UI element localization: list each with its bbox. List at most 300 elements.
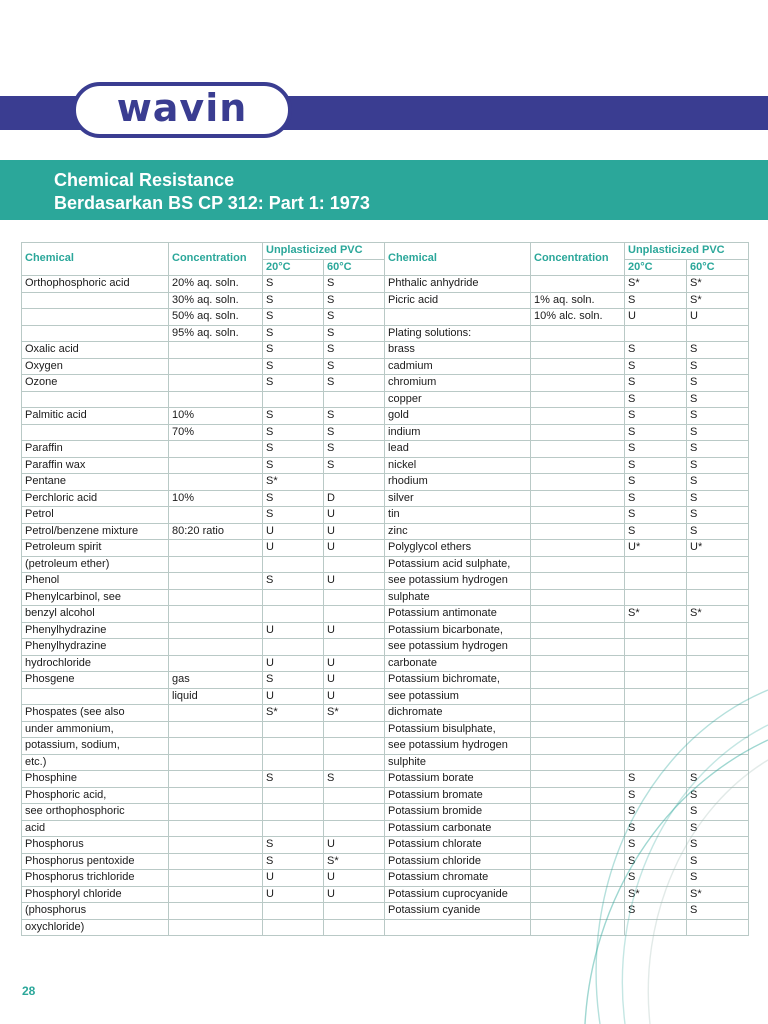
table-cell: S (263, 837, 324, 854)
table-cell (169, 589, 263, 606)
table-cell: U (263, 622, 324, 639)
table-row (22, 820, 749, 837)
table-cell (263, 639, 324, 656)
table-cell: U* (625, 540, 687, 557)
table-row (22, 919, 749, 936)
table-cell (531, 655, 625, 672)
table-cell (169, 457, 263, 474)
table-cell: S (263, 276, 324, 293)
table-cell: S (263, 672, 324, 689)
table-cell: 95% aq. soln. (169, 325, 263, 342)
table-cell (169, 919, 263, 936)
table-cell: S (263, 342, 324, 359)
table-cell: Petrol/benzene mixture (22, 523, 169, 540)
table-cell (324, 391, 385, 408)
header-concentration: Concentration (169, 243, 263, 276)
table-cell (169, 606, 263, 623)
table-cell: Potassium borate (385, 771, 531, 788)
table-cell (531, 606, 625, 623)
table-cell (263, 804, 324, 821)
table-cell (385, 919, 531, 936)
table-cell (263, 903, 324, 920)
table-cell: 80:20 ratio (169, 523, 263, 540)
table-cell (687, 556, 749, 573)
table-cell (169, 903, 263, 920)
table-cell (531, 754, 625, 771)
table-cell: S (625, 870, 687, 887)
table-cell: D (324, 490, 385, 507)
table-cell: Phosphorus (22, 837, 169, 854)
table-cell: carbonate (385, 655, 531, 672)
table-cell: Palmitic acid (22, 408, 169, 425)
table-row (22, 391, 749, 408)
table-cell: S (324, 342, 385, 359)
table-cell (169, 787, 263, 804)
table-cell: S (324, 358, 385, 375)
table-row (22, 507, 749, 524)
table-cell: S (625, 292, 687, 309)
table-cell: Potassium chloride (385, 853, 531, 870)
table-cell: U (263, 870, 324, 887)
table-cell: Potassium acid sulphate, (385, 556, 531, 573)
table-cell: U (324, 540, 385, 557)
table-cell (169, 837, 263, 854)
table-cell (531, 589, 625, 606)
table-cell: S (625, 474, 687, 491)
table-cell: S* (687, 292, 749, 309)
table-cell: see potassium hydrogen (385, 639, 531, 656)
table-cell: (petroleum ether) (22, 556, 169, 573)
table-cell: brass (385, 342, 531, 359)
table-cell (324, 903, 385, 920)
table-cell: Potassium bisulphate, (385, 721, 531, 738)
table-cell: S (687, 787, 749, 804)
header-60c: 60°C (687, 259, 749, 276)
table-cell: sulphite (385, 754, 531, 771)
header-20c: 20°C (625, 259, 687, 276)
table-cell (531, 622, 625, 639)
table-cell (324, 556, 385, 573)
table-cell: S (324, 408, 385, 425)
table-cell (22, 424, 169, 441)
table-cell: S* (324, 705, 385, 722)
table-body (22, 276, 749, 936)
table-cell: S (625, 507, 687, 524)
table-cell: S (625, 820, 687, 837)
table-cell: S (625, 490, 687, 507)
table-cell: liquid (169, 688, 263, 705)
table-cell: U (324, 622, 385, 639)
table-cell (625, 556, 687, 573)
table-cell: Picric acid (385, 292, 531, 309)
table-cell (263, 754, 324, 771)
table-cell: tin (385, 507, 531, 524)
table-cell: S* (687, 276, 749, 293)
table-cell: S (687, 804, 749, 821)
table-cell (531, 540, 625, 557)
table-cell (169, 754, 263, 771)
page-title: Chemical Resistance (54, 170, 235, 190)
table-cell (531, 573, 625, 590)
table-cell: S (263, 358, 324, 375)
table-cell: zinc (385, 523, 531, 540)
table-cell (169, 391, 263, 408)
table-cell (687, 919, 749, 936)
table-cell (531, 903, 625, 920)
table-cell: S (263, 853, 324, 870)
table-row (22, 342, 749, 359)
table-cell: sulphate (385, 589, 531, 606)
table-cell (531, 391, 625, 408)
table-cell: S (687, 375, 749, 392)
table-row (22, 573, 749, 590)
table-cell: U (263, 688, 324, 705)
table-cell (263, 919, 324, 936)
table-row (22, 490, 749, 507)
table-cell (324, 820, 385, 837)
table-cell: Petroleum spirit (22, 540, 169, 557)
table-cell: S (625, 771, 687, 788)
table-cell (169, 820, 263, 837)
table-cell: S (263, 441, 324, 458)
table-cell: S (687, 771, 749, 788)
table-cell: Phosgene (22, 672, 169, 689)
table-row (22, 655, 749, 672)
table-cell: Potassium bicarbonate, (385, 622, 531, 639)
table-cell (169, 886, 263, 903)
table-cell (324, 606, 385, 623)
table-row (22, 886, 749, 903)
table-row (22, 424, 749, 441)
table-cell (169, 342, 263, 359)
table-cell: S (263, 325, 324, 342)
table-cell: U (263, 655, 324, 672)
table-cell (687, 754, 749, 771)
table-cell (531, 804, 625, 821)
table-cell: U* (687, 540, 749, 557)
table-cell (169, 705, 263, 722)
table-cell: U (324, 655, 385, 672)
table-row (22, 853, 749, 870)
table-cell (531, 853, 625, 870)
table-cell: Ozone (22, 375, 169, 392)
table-cell: Potassium carbonate (385, 820, 531, 837)
table-cell: S (687, 490, 749, 507)
table-cell: 20% aq. soln. (169, 276, 263, 293)
table-cell: Potassium bromide (385, 804, 531, 821)
table-cell (625, 589, 687, 606)
table-cell: S (263, 573, 324, 590)
table-cell (687, 325, 749, 342)
table-cell: indium (385, 424, 531, 441)
table-cell (169, 639, 263, 656)
table-cell: Perchloric acid (22, 490, 169, 507)
table-cell (625, 655, 687, 672)
table-cell: S (625, 358, 687, 375)
table-cell (324, 804, 385, 821)
table-cell: S (324, 309, 385, 326)
table-cell: Phthalic anhydride (385, 276, 531, 293)
table-row (22, 787, 749, 804)
table-cell (625, 705, 687, 722)
table-row (22, 688, 749, 705)
table-cell: S (324, 771, 385, 788)
table-cell (625, 672, 687, 689)
table-cell: S (263, 309, 324, 326)
table-row (22, 358, 749, 375)
table-cell (531, 919, 625, 936)
table-cell: U (324, 886, 385, 903)
table-cell (531, 837, 625, 854)
table-cell (531, 820, 625, 837)
table-cell (625, 639, 687, 656)
table-cell: S (324, 441, 385, 458)
table-cell: Plating solutions: (385, 325, 531, 342)
header-unplasticized-pvc: Unplasticized PVC (263, 243, 385, 260)
table-cell: S (625, 787, 687, 804)
table-cell (687, 705, 749, 722)
table-cell (531, 276, 625, 293)
table-cell: cadmium (385, 358, 531, 375)
table-cell: S (625, 523, 687, 540)
table-cell (625, 754, 687, 771)
table-cell: Petrol (22, 507, 169, 524)
table-cell: S (263, 292, 324, 309)
table-cell: 30% aq. soln. (169, 292, 263, 309)
table-cell: S (687, 507, 749, 524)
table-cell: Potassium antimonate (385, 606, 531, 623)
table-cell: S* (687, 606, 749, 623)
header-chemical: Chemical (385, 243, 531, 276)
table-cell (263, 820, 324, 837)
table-cell: S (687, 441, 749, 458)
table-cell: S (625, 408, 687, 425)
table-cell: S (263, 424, 324, 441)
table-cell: U (324, 573, 385, 590)
table-row (22, 606, 749, 623)
table-cell: S (263, 457, 324, 474)
table-cell: S (687, 870, 749, 887)
table-cell (531, 375, 625, 392)
table-cell (22, 391, 169, 408)
table-row (22, 738, 749, 755)
table-cell: S (687, 424, 749, 441)
table-cell (531, 721, 625, 738)
table-cell: S* (625, 606, 687, 623)
table-cell: Polyglycol ethers (385, 540, 531, 557)
table-cell: S (687, 820, 749, 837)
table-cell (263, 589, 324, 606)
table-cell (531, 771, 625, 788)
table-cell: S (625, 853, 687, 870)
table-cell: S (324, 292, 385, 309)
table-cell (169, 622, 263, 639)
table-cell (625, 622, 687, 639)
table-cell: S (324, 457, 385, 474)
table-cell (531, 441, 625, 458)
table-cell: Pentane (22, 474, 169, 491)
table-cell: S (625, 837, 687, 854)
table-cell (625, 325, 687, 342)
table-cell: S (687, 474, 749, 491)
table-cell: Phenol (22, 573, 169, 590)
table-cell: S (687, 457, 749, 474)
table-cell (22, 325, 169, 342)
table-cell (625, 688, 687, 705)
table-cell (531, 474, 625, 491)
logo-text: wavin (116, 86, 248, 130)
table-cell (531, 738, 625, 755)
table-cell (169, 870, 263, 887)
table-cell: U (324, 672, 385, 689)
table-row (22, 903, 749, 920)
table-cell: S (625, 457, 687, 474)
table-cell (687, 655, 749, 672)
table-cell: Phosphoric acid, (22, 787, 169, 804)
table-cell: S (687, 342, 749, 359)
table-cell: S (263, 375, 324, 392)
table-row (22, 837, 749, 854)
table-cell (531, 490, 625, 507)
table-row (22, 276, 749, 293)
table-cell: S (687, 837, 749, 854)
table-cell (625, 721, 687, 738)
table-cell: Paraffin (22, 441, 169, 458)
table-cell: S (263, 507, 324, 524)
table-cell (687, 688, 749, 705)
table-row (22, 325, 749, 342)
table-row (22, 375, 749, 392)
table-cell: S (263, 490, 324, 507)
table-cell: Paraffin wax (22, 457, 169, 474)
table-cell (324, 639, 385, 656)
table-cell (625, 738, 687, 755)
table-cell (687, 721, 749, 738)
table-cell: S (625, 903, 687, 920)
table-cell: S (687, 903, 749, 920)
table-cell: Potassium chromate (385, 870, 531, 887)
table-cell: hydrochloride (22, 655, 169, 672)
table-cell (169, 655, 263, 672)
table-cell: S (625, 391, 687, 408)
table-cell (531, 886, 625, 903)
table-row (22, 408, 749, 425)
table-row (22, 771, 749, 788)
table-cell: (phosphorus (22, 903, 169, 920)
table-cell: S (263, 771, 324, 788)
table-row (22, 292, 749, 309)
table-row (22, 523, 749, 540)
table-cell (531, 342, 625, 359)
table-cell: S (625, 441, 687, 458)
table-cell: Potassium bromate (385, 787, 531, 804)
table-cell (169, 375, 263, 392)
table-cell (263, 721, 324, 738)
table-cell: U (263, 540, 324, 557)
table-cell (169, 804, 263, 821)
table-cell: S (263, 408, 324, 425)
table-cell (531, 424, 625, 441)
table-cell: Orthophosphoric acid (22, 276, 169, 293)
table-row (22, 804, 749, 821)
table-cell: nickel (385, 457, 531, 474)
table-cell: Oxygen (22, 358, 169, 375)
table-cell: S (625, 424, 687, 441)
table-cell: U (324, 507, 385, 524)
table-row (22, 754, 749, 771)
table-row (22, 705, 749, 722)
table-cell: 10% alc. soln. (531, 309, 625, 326)
table-cell: S (687, 358, 749, 375)
header-chemical: Chemical (22, 243, 169, 276)
wavin-logo (72, 82, 292, 138)
table-cell: Phosphoryl chloride (22, 886, 169, 903)
table-cell: see potassium hydrogen (385, 738, 531, 755)
table-row (22, 589, 749, 606)
table-cell: U (625, 309, 687, 326)
table-cell (625, 919, 687, 936)
table-cell (687, 639, 749, 656)
table-cell: S (324, 424, 385, 441)
table-cell: see orthophosphoric (22, 804, 169, 821)
table-row (22, 639, 749, 656)
table-row (22, 622, 749, 639)
table-cell (263, 787, 324, 804)
table-cell: S* (625, 276, 687, 293)
table-cell (324, 787, 385, 804)
table-cell: Phospates (see also (22, 705, 169, 722)
table-cell: oxychloride) (22, 919, 169, 936)
table-cell (169, 441, 263, 458)
table-cell: Potassium bichromate, (385, 672, 531, 689)
table-cell: Phenylcarbinol, see (22, 589, 169, 606)
table-cell: U (263, 886, 324, 903)
table-cell: acid (22, 820, 169, 837)
table-cell: S (687, 391, 749, 408)
table-cell: see potassium (385, 688, 531, 705)
table-cell (531, 688, 625, 705)
table-cell (324, 589, 385, 606)
table-cell: S (324, 375, 385, 392)
table-cell (169, 738, 263, 755)
table-cell: chromium (385, 375, 531, 392)
table-cell (263, 556, 324, 573)
table-cell: 10% (169, 408, 263, 425)
table-cell: benzyl alcohol (22, 606, 169, 623)
table-cell (687, 589, 749, 606)
table-cell (531, 523, 625, 540)
table-cell: U (324, 870, 385, 887)
table-cell (324, 919, 385, 936)
table-cell: S (687, 408, 749, 425)
table-cell: S (625, 375, 687, 392)
table-cell: dichromate (385, 705, 531, 722)
table-cell (531, 457, 625, 474)
table-cell (324, 721, 385, 738)
table-row (22, 672, 749, 689)
table-cell (531, 787, 625, 804)
table-cell: S* (625, 886, 687, 903)
table-cell (324, 738, 385, 755)
table-cell: 10% (169, 490, 263, 507)
table-row (22, 474, 749, 491)
table-cell (687, 672, 749, 689)
table-row (22, 721, 749, 738)
table-cell: etc.) (22, 754, 169, 771)
header-concentration: Concentration (531, 243, 625, 276)
table-cell: Oxalic acid (22, 342, 169, 359)
table-cell (531, 358, 625, 375)
